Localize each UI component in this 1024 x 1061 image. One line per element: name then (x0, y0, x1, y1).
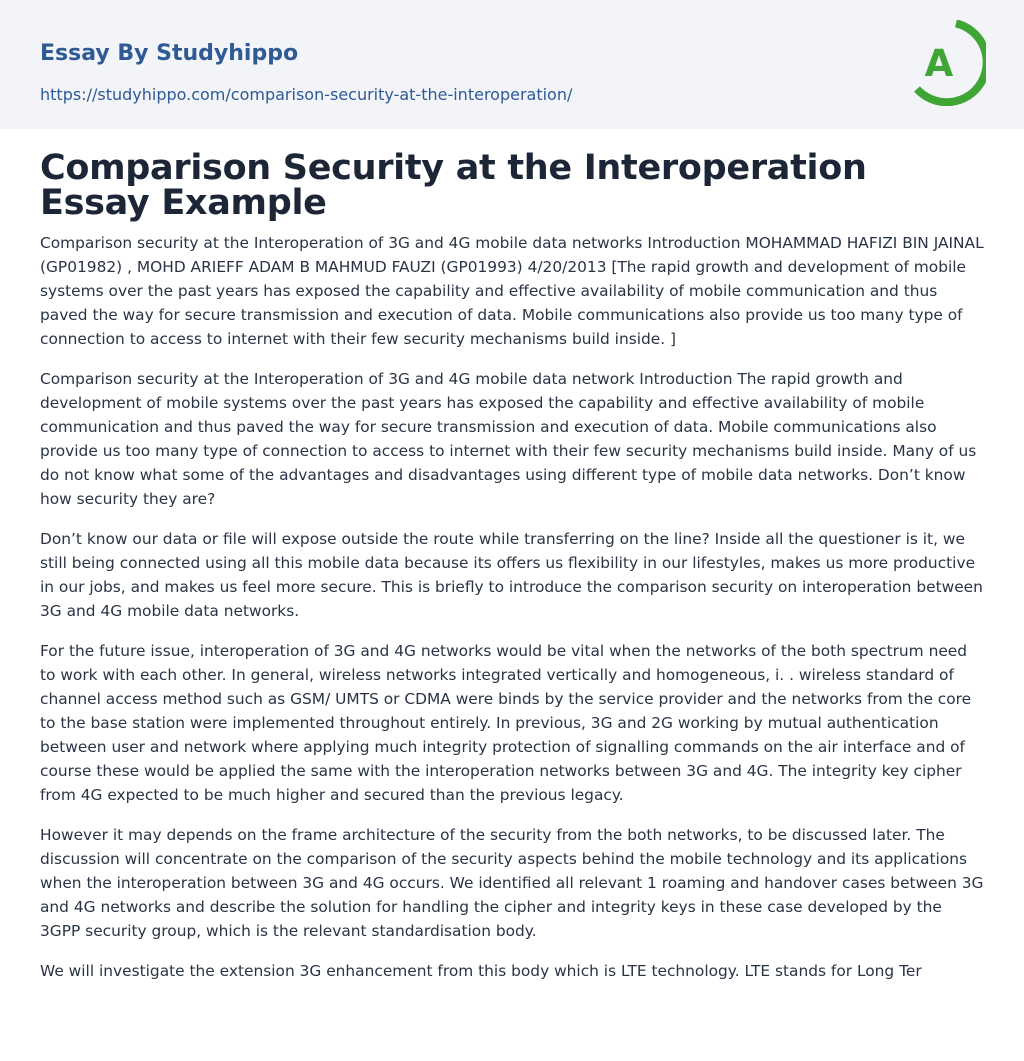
brand-title[interactable]: Essay By Studyhippo (40, 41, 299, 66)
paragraph: Comparison security at the Interoperation of 3G and 4G mobile data networks Introduction MOHAMMAD HAFIZI BIN JAINAL (GP01982) , MOHD ARIEFF ADAM B MAHMUD FAUZI (GP01993) 4/20/2013 [The rapid growth and development of mobile systems over the past years has exposed the capability and effective availability of mobile communication and thus paved the way for secure transmission and execution of data. Mobile communications also provide us too many type of connection to access to internet with their few security mechanisms build inside. ] (40, 234, 984, 348)
page-title: Comparison Security at the Interoperation Essay Example (40, 148, 867, 223)
paragraph: We will investigate the extension 3G enhancement from this body which is LTE technology. LTE stands for Long Ter (40, 962, 922, 980)
essay-body (0, 231, 1024, 983)
paragraph: Comparison security at the Interoperation of 3G and 4G mobile data network Introduction The rapid growth and development of mobile systems over the past years has exposed the capability and effective availability of mobile communication and thus paved the way for secure transmission and execution of data. Mobile communications also provide us too many type of connection to access to internet with their few security mechanisms build inside. Many of us do not know what some of the advantages and disadvantages using different type of mobile data networks. Don’t know how security they are? (40, 370, 977, 508)
studyhippo-logo-icon[interactable] (912, 20, 986, 106)
paragraph: However it may depends on the frame architecture of the security from the both networks, to be discussed later. The discussion will concentrate on the comparison of the security aspects behind the mobile technology and its applications when the interoperation between 3G and 4G occurs. We identified all relevant 1 roaming and handover cases between 3G and 4G networks and describe the solution for handling the cipher and integrity keys in these case developed by the 3GPP security group, which is the relevant standardisation body. (40, 826, 984, 940)
site-header (0, 0, 1024, 129)
source-url-link[interactable]: https://studyhippo.com/comparison-security-at-the-interoperation/ (40, 85, 573, 104)
paragraph: Don’t know our data or file will expose outside the route while transferring on the line? Inside all the questioner is it, we still being connected using all this mobile data because its offers us flexibility in our lifestyles, makes us more productive in our jobs, and makes us feel more secure. This is briefly to introduce the comparison security on interoperation between 3G and 4G mobile data networks. (40, 530, 983, 620)
paragraph: For the future issue, interoperation of 3G and 4G networks would be vital when the networks of the both spectrum need to work with each other. In general, wireless networks integrated vertically and homogeneous, i. . wireless standard of channel access method such as GSM/ UMTS or CDMA were binds by the service provider and the networks from the core to the base station were implemented throughout entirely. In previous, 3G and 2G working by mutual authentication between user and network where applying much integrity protection of signalling commands on the air interface and of course these would be applied the same with the interoperation networks between 3G and 4G. The integrity key cipher from 4G expected to be much higher and secured than the previous legacy. (40, 642, 972, 804)
logo-letter: A (924, 42, 954, 85)
